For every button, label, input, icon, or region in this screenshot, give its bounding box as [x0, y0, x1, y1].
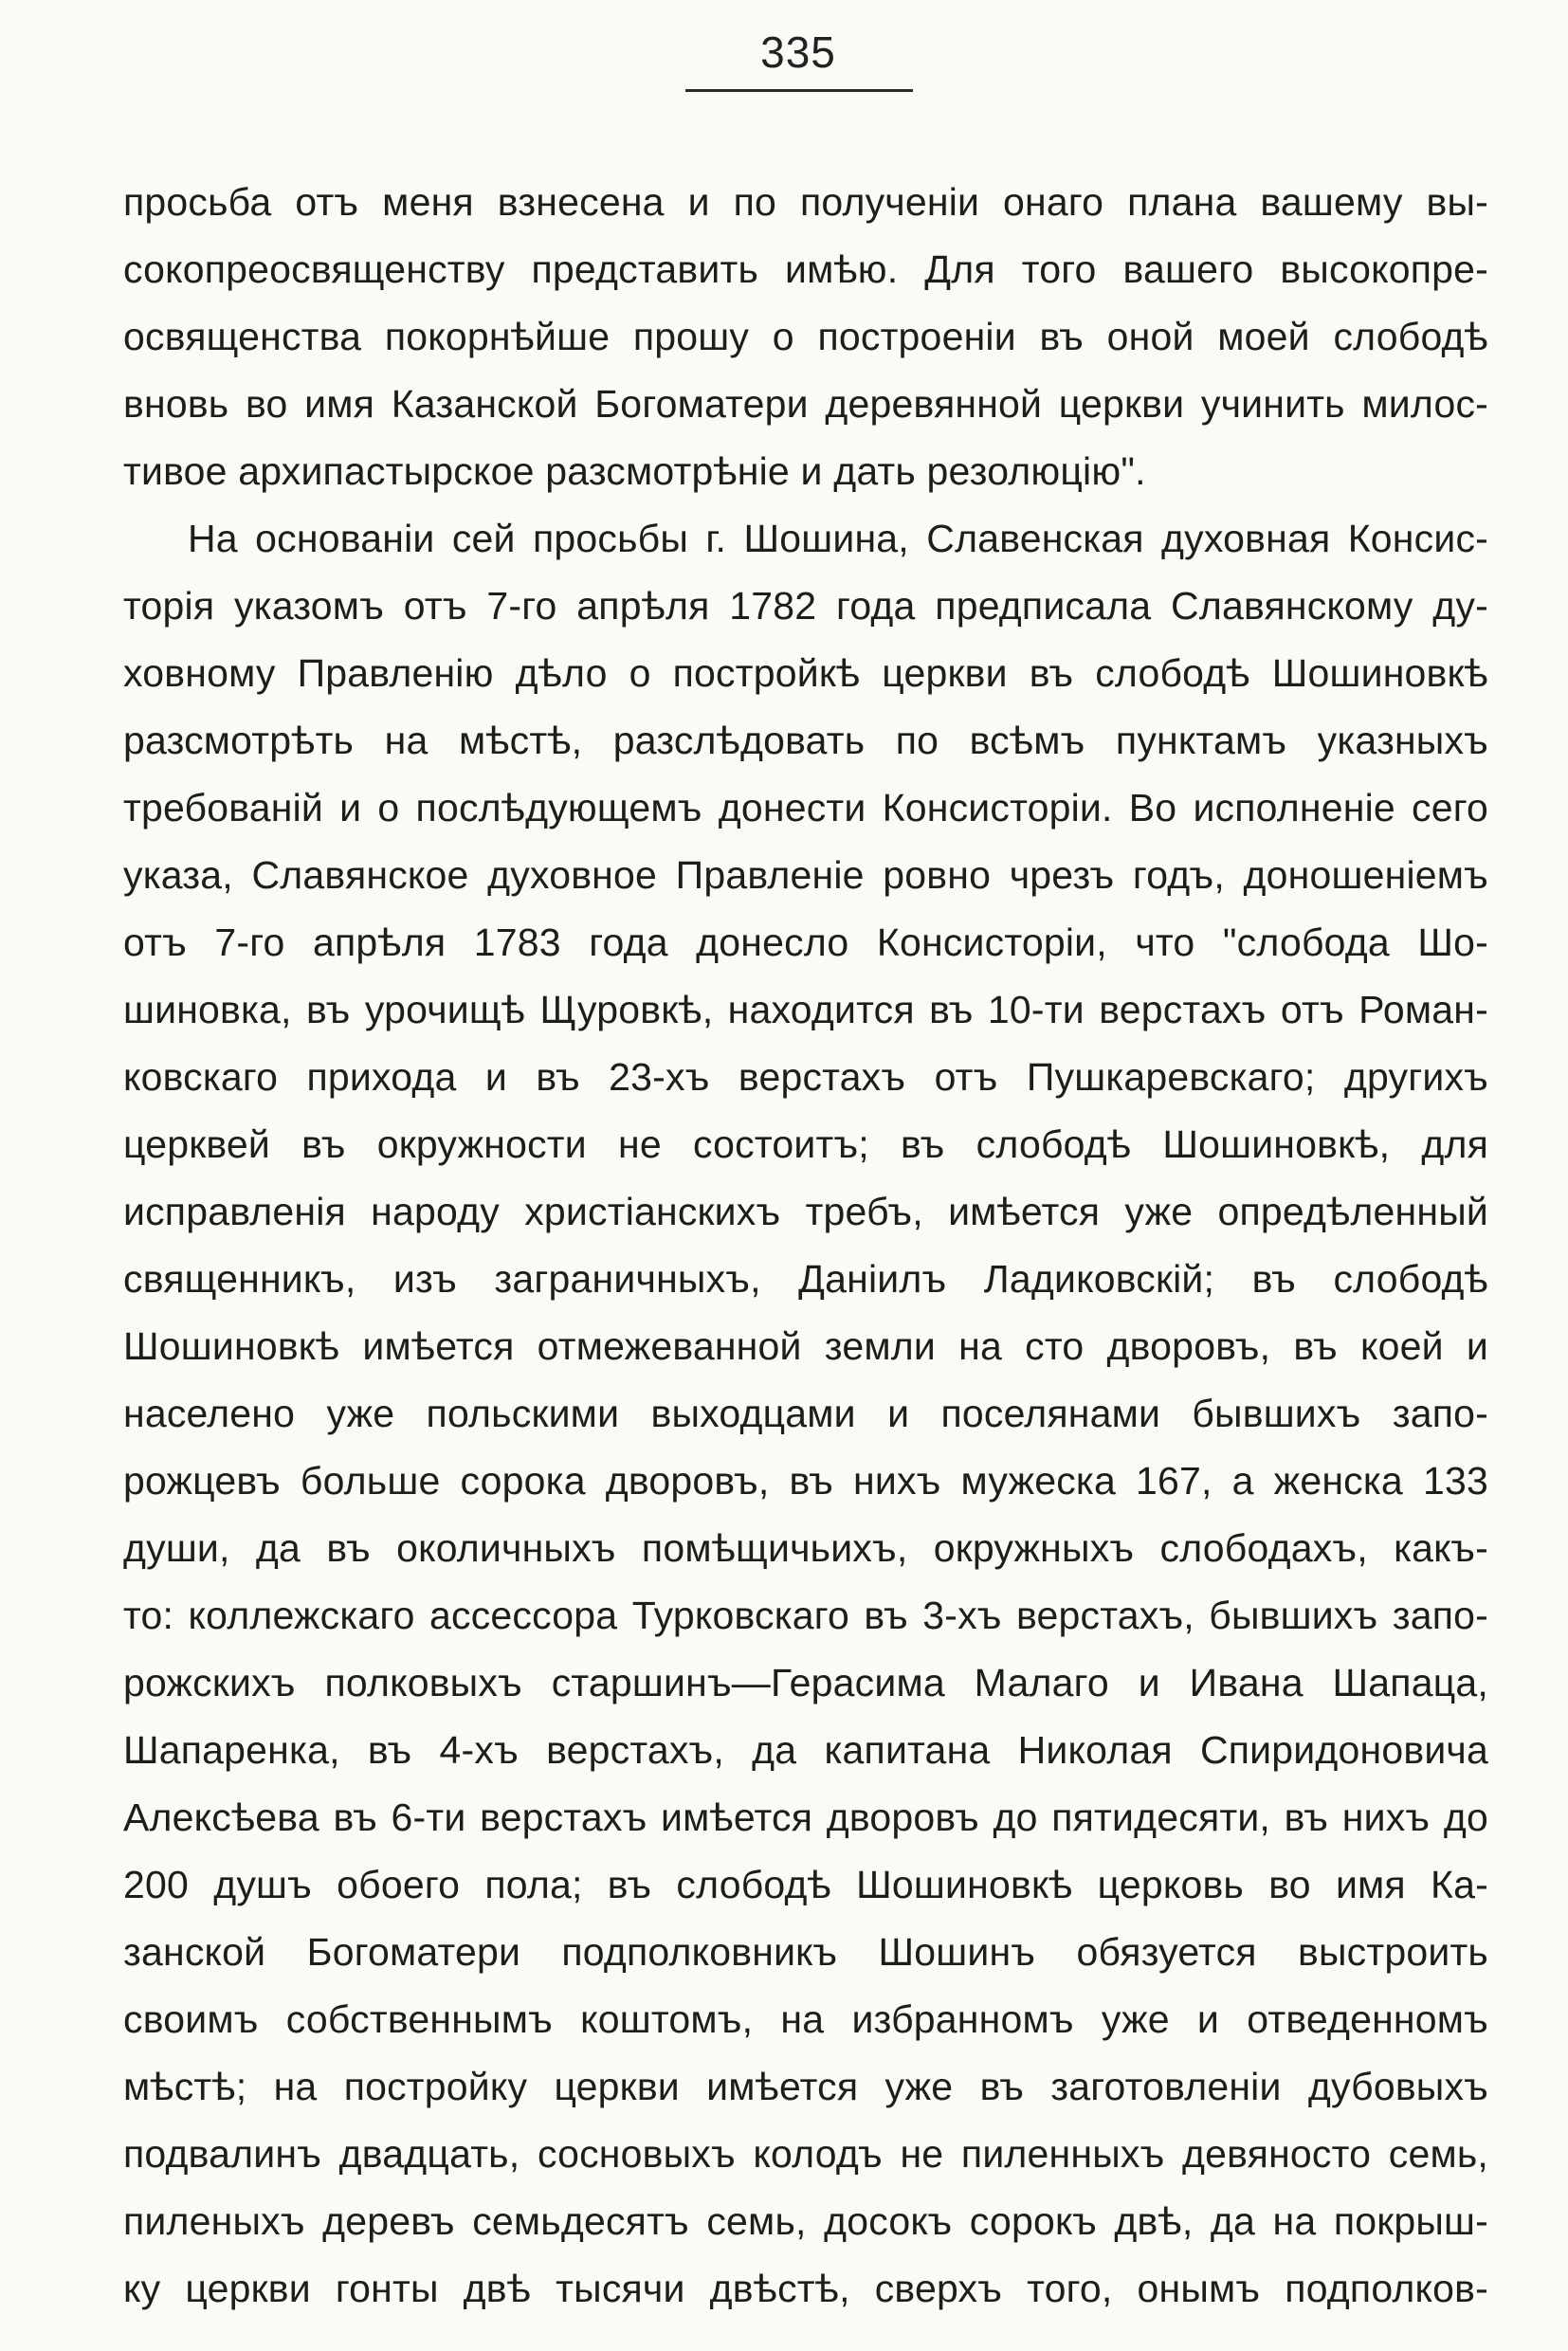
text-line: освященства покорнѣйше прошу о построеніи въ оной моей слободѣ	[123, 315, 1488, 358]
page-number: 335	[760, 27, 836, 77]
text-line: шиновка, въ урочищѣ Щуровкѣ, находится въ 10-ти верстахъ отъ Роман-	[123, 988, 1488, 1031]
text-line: отъ 7-го апрѣля 1783 года донесло Консисторіи, что "слобода Шо-	[123, 920, 1488, 964]
body-text	[123, 169, 1488, 2323]
text-line: исправленія народу христіанскихъ требъ, имѣется уже опредѣленный	[123, 1190, 1488, 1233]
text-line: Шапаренка, въ 4-хъ верстахъ, да капитана Николая Спиридоновича	[123, 1728, 1488, 1772]
text-line: торія указомъ отъ 7-го апрѣля 1782 года предписала Славянскому ду-	[123, 584, 1488, 628]
text-line: На основаніи сей просьбы г. Шошина, Славенская духовная Консис-	[188, 517, 1488, 560]
text-line: подвалинъ двадцать, сосновыхъ колодъ не пиленныхъ девяносто семь,	[123, 2132, 1488, 2176]
text-line: то: коллежскаго ассессора Турковскаго въ 3-хъ верстахъ, бывшихъ запо-	[123, 1594, 1488, 1637]
text-line: мѣстѣ; на постройку церкви имѣется уже въ заготовленіи дубовыхъ	[123, 2065, 1488, 2108]
text-line: сокопреосвященству представить имѣю. Для того вашего высокопре-	[123, 247, 1488, 291]
text-line: души, да въ околичныхъ помѣщичьихъ, окружныхъ слободахъ, какъ-	[123, 1526, 1488, 1570]
text-line: занской Богоматери подполковникъ Шошинъ обязуется выстроить	[123, 1930, 1488, 1974]
text-line: Алексѣева въ 6-ти верстахъ имѣется дворовъ до пятидесяти, въ нихъ до	[123, 1795, 1488, 1839]
text-line: ковскаго прихода и въ 23-хъ верстахъ отъ Пушкаревскаго; другихъ	[123, 1055, 1488, 1099]
text-line: разсмотрѣть на мѣстѣ, разслѣдовать по всѣмъ пунктамъ указныхъ	[123, 719, 1488, 762]
text-line: тивое архипастырское разсмотрѣніе и дать резолюцію".	[123, 449, 1146, 493]
text-line: 200 душъ обоего пола; въ слободѣ Шошиновкѣ церковь во имя Ка-	[123, 1863, 1488, 1906]
text-line: вновь во имя Казанской Богоматери деревянной церкви учинить милос-	[123, 382, 1488, 426]
text-line: священникъ, изъ заграничныхъ, Даніилъ Ладиковскій; въ слободѣ	[123, 1257, 1488, 1301]
text-line: требованій и о послѣдующемъ донести Консисторіи. Во исполненіе сего	[123, 786, 1488, 829]
text-line: церквей въ окружности не состоитъ; въ слободѣ Шошиновкѣ, для	[123, 1122, 1488, 1166]
text-line: ховному Правленію дѣло о постройкѣ церкви въ слободѣ Шошиновкѣ	[123, 651, 1488, 695]
text-line: Шошиновкѣ имѣется отмежеванной земли на сто дворовъ, въ коей и	[123, 1324, 1488, 1368]
text-line: просьба отъ меня взнесена и по полученіи онаго плана вашему вы-	[123, 180, 1488, 224]
text-line: указа, Славянское духовное Правленіе ровно чрезъ годъ, доношеніемъ	[123, 853, 1488, 897]
text-line: рожскихъ полковыхъ старшинъ—Герасима Малаго и Ивана Шапаца,	[123, 1661, 1488, 1704]
text-line: ку церкви гонты двѣ тысячи двѣстѣ, сверхъ того, онымъ подполков-	[123, 2267, 1488, 2310]
text-line: пиленыхъ деревъ семьдесятъ семь, досокъ сорокъ двѣ, да на покрыш-	[123, 2199, 1488, 2243]
header-rule	[685, 89, 913, 92]
text-line: рожцевъ больше сорока дворовъ, въ нихъ мужеска 167, а женска 133	[123, 1459, 1488, 1503]
text-line: населено уже польскими выходцами и поселянами бывшихъ запо-	[123, 1392, 1488, 1435]
text-line: своимъ собственнымъ коштомъ, на избранномъ уже и отведенномъ	[123, 1997, 1488, 2041]
